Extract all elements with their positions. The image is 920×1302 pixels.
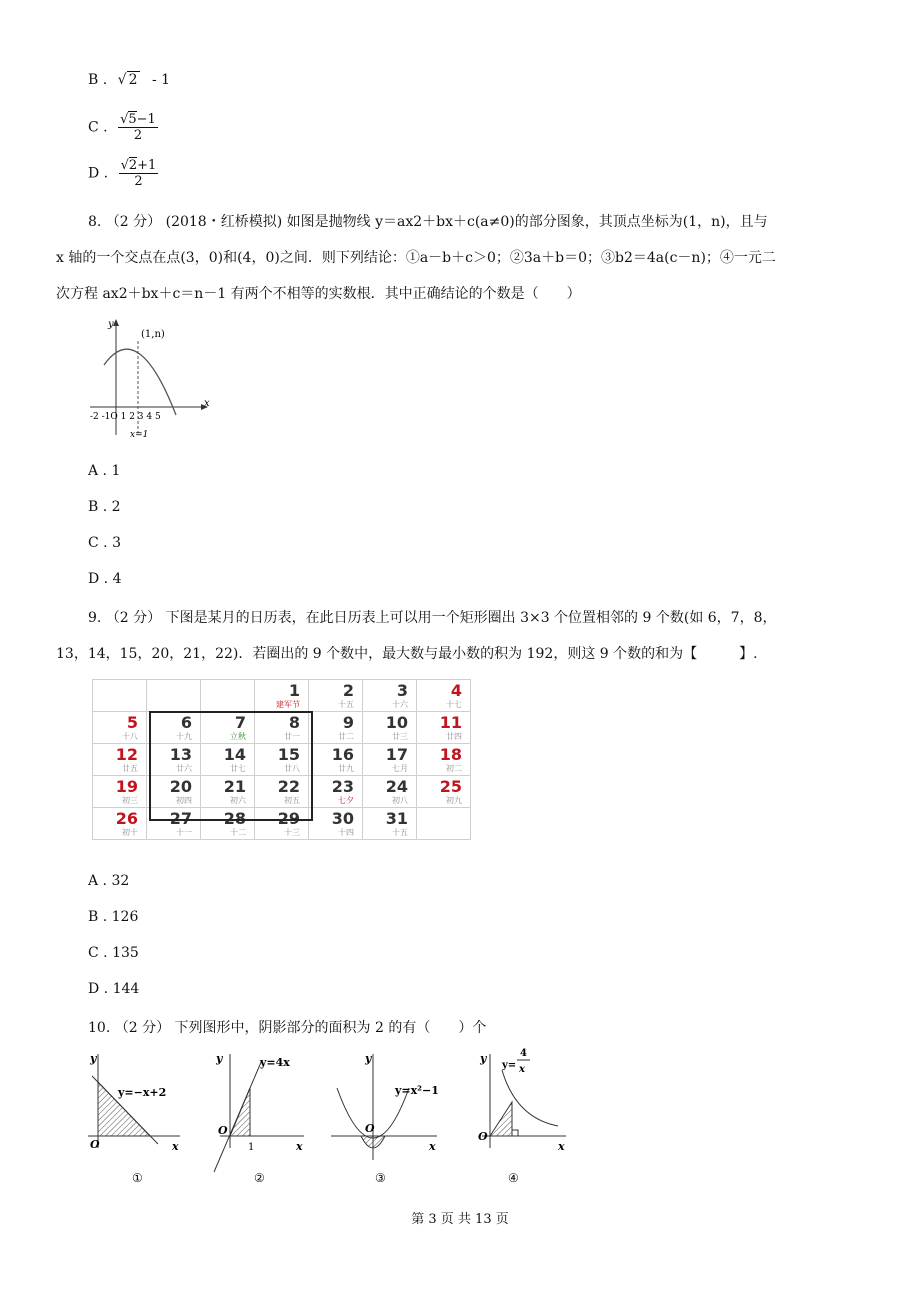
calendar-lunar: 十一 (176, 828, 192, 837)
svg-text:y=−x+2: y=−x+2 (118, 1086, 167, 1099)
calendar-lunar: 初三 (122, 796, 138, 805)
calendar-day: 5 (126, 713, 138, 732)
calendar-lunar: 十二 (230, 828, 246, 837)
figure-3 (325, 1048, 445, 1188)
calendar-lunar: 十三 (284, 828, 300, 837)
q8-option-b[interactable]: B . 2 (88, 499, 121, 515)
q8-line-3: 次方程 ax2＋bx＋c＝n－1 有两个不相等的实数根．其中正确结论的个数是（ ） (56, 286, 581, 302)
calendar-lunar: 建军节 (276, 700, 300, 709)
calendar-day: 22 (277, 777, 300, 796)
calendar-lunar: 初八 (392, 796, 408, 805)
calendar-day: 16 (331, 745, 354, 764)
calendar-day: 1 (288, 681, 300, 700)
svg-text:x: x (558, 1140, 565, 1153)
calendar-day: 18 (439, 745, 462, 764)
tick-labels: -2 -1O 1 2 3 4 5 (90, 412, 161, 422)
svg-text:O: O (365, 1122, 375, 1135)
figure-label: ④ (508, 1171, 519, 1185)
shaded-region (490, 1102, 512, 1136)
calendar-day: 13 (169, 745, 192, 764)
figure-label: ① (132, 1171, 143, 1185)
calendar-day: 23 (331, 777, 354, 796)
calendar-day: 25 (439, 777, 462, 796)
svg-text:O: O (218, 1124, 228, 1137)
calendar-cell (309, 744, 363, 776)
q10-line-1: 10. （2 分） 下列图形中，阴影部分的面积为 2 的有（ ）个 (88, 1020, 487, 1036)
calendar-day: 10 (385, 713, 408, 732)
calendar-day: 9 (342, 713, 354, 732)
calendar-lunar: 十四 (338, 828, 354, 837)
calendar-day: 20 (169, 777, 192, 796)
calendar-lunar: 廿六 (176, 764, 192, 773)
svg-text:y=: y= (502, 1060, 517, 1071)
svg-text:x: x (172, 1140, 179, 1153)
figure-label: ② (254, 1171, 265, 1185)
calendar-cell (417, 808, 471, 840)
calendar-day: 7 (234, 713, 246, 732)
q9-line-2: 13，14，15，20，21，22)．若圈出的 9 个数中，最大数与最小数的积为 192，则这 9 个数的和为【 】. (56, 646, 758, 662)
calendar-lunar: 廿八 (284, 764, 300, 773)
calendar-lunar: 廿五 (122, 764, 138, 773)
calendar-lunar: 廿九 (338, 764, 354, 773)
calendar-day: 17 (385, 745, 408, 764)
svg-text:y: y (216, 1052, 223, 1065)
calendar-lunar: 十五 (392, 828, 408, 837)
svg-text:y: y (90, 1052, 97, 1065)
calendar-day: 28 (223, 809, 246, 828)
calendar-lunar: 初四 (176, 796, 192, 805)
q8-line-2: x 轴的一个交点在点(3，0)和(4，0)之间．则下列结论：①a－b＋c＞0；②3a＋b＝0；③b2＝4a(c－n)；④一元二 (56, 250, 776, 266)
calendar-cell (363, 776, 417, 808)
svg-text:1: 1 (248, 1142, 255, 1153)
vertex-label: (1,n) (141, 329, 165, 340)
calendar-day: 8 (288, 713, 300, 732)
calendar-lunar: 廿四 (446, 732, 462, 741)
line-graph (214, 1060, 262, 1172)
figure-1 (80, 1048, 190, 1188)
calendar-cell (309, 808, 363, 840)
calendar-lunar: 立秋 (230, 732, 246, 741)
calendar-day: 6 (180, 713, 192, 732)
sqrt-expression: √ 2 (117, 72, 138, 88)
axis-line-label: x=1 (130, 430, 149, 440)
calendar-lunar: 初十 (122, 828, 138, 837)
page-footer: 第 3 页 共 13 页 (411, 1212, 509, 1227)
calendar-lunar: 十五 (338, 700, 354, 709)
calendar-day: 26 (115, 809, 138, 828)
calendar-day: 15 (277, 745, 300, 764)
figure-label: ③ (375, 1171, 386, 1185)
q8-option-a[interactable]: A . 1 (88, 463, 121, 479)
calendar-lunar: 十七 (446, 700, 462, 709)
calendar-cell (363, 744, 417, 776)
svg-text:x: x (429, 1140, 436, 1153)
right-angle-mark (512, 1130, 518, 1136)
q9-line-1: 9. （2 分） 下图是某月的日历表，在此日历表上可以用一个矩形圈出 3×3 个位置相邻的 9 个数(如 6，7，8， (88, 610, 777, 626)
calendar-cell (417, 680, 471, 712)
x-label: x (204, 398, 210, 409)
calendar-day: 24 (385, 777, 408, 796)
svg-text:4: 4 (520, 1048, 527, 1059)
calendar-cell (93, 744, 147, 776)
svg-text:y=4x: y=4x (260, 1056, 290, 1069)
y-label: y (108, 319, 114, 330)
q8-line-1: 8. （2 分） (2018・红桥模拟) 如图是抛物线 y＝ax2＋bx＋c(a≠0)的部分图象，其顶点坐标为(1，n)，且与 (88, 214, 768, 230)
calendar-lunar: 初六 (230, 796, 246, 805)
q9-option-d[interactable]: D . 144 (88, 981, 140, 997)
option-letter: B . (88, 72, 108, 88)
fraction: $\frac{√2+1}{2}$ (120, 158, 157, 189)
calendar-row (93, 680, 471, 712)
calendar-cell (201, 680, 255, 712)
calendar-cell (363, 712, 417, 744)
option-c[interactable] (88, 112, 158, 143)
option-letter: C . (88, 119, 108, 136)
svg-text:y=x²−1: y=x²−1 (395, 1084, 439, 1097)
svg-text:O: O (90, 1138, 100, 1151)
option-b[interactable]: B . √ 2 - 1 (88, 72, 171, 88)
calendar-cell (309, 776, 363, 808)
calendar-cell (309, 712, 363, 744)
calendar-lunar: 廿七 (230, 764, 246, 773)
calendar-cell (93, 808, 147, 840)
calendar-lunar: 初五 (284, 796, 300, 805)
q9-option-b[interactable]: B . 126 (88, 909, 139, 925)
calendar-cell (363, 808, 417, 840)
calendar-cell (93, 680, 147, 712)
calendar-day: 11 (439, 713, 462, 732)
calendar-day: 27 (169, 809, 192, 828)
calendar-day: 2 (342, 681, 354, 700)
calendar-lunar: 七夕 (338, 796, 354, 805)
calendar-cell (255, 680, 309, 712)
calendar-cell (93, 776, 147, 808)
figure-4 (462, 1040, 572, 1188)
option-letter: D . (88, 165, 109, 182)
calendar-cell (417, 744, 471, 776)
option-d[interactable] (88, 158, 158, 189)
calendar-cell (93, 712, 147, 744)
calendar-lunar: 初二 (446, 764, 462, 773)
calendar-lunar: 七月 (392, 764, 408, 773)
calendar-lunar: 廿二 (338, 732, 354, 741)
calendar-day: 3 (396, 681, 408, 700)
calendar-cell (417, 776, 471, 808)
svg-text:O: O (478, 1130, 488, 1143)
svg-text:y: y (480, 1052, 487, 1065)
calendar-lunar: 十六 (392, 700, 408, 709)
calendar-lunar: 十九 (176, 732, 192, 741)
svg-text:x: x (296, 1140, 303, 1153)
svg-text:y: y (365, 1052, 372, 1065)
calendar-day: 19 (115, 777, 138, 796)
calendar-day: 21 (223, 777, 246, 796)
calendar-cell (417, 712, 471, 744)
calendar-day: 4 (450, 681, 462, 700)
selection-rectangle (149, 711, 313, 821)
calendar-day: 29 (277, 809, 300, 828)
calendar-cell (147, 680, 201, 712)
calendar-day: 30 (331, 809, 354, 828)
q8-option-d[interactable]: D . 4 (88, 571, 122, 587)
parabola-curve (104, 349, 176, 415)
y-arrow-icon (113, 319, 119, 326)
q9-option-c[interactable]: C . 135 (88, 945, 139, 961)
q8-option-c[interactable]: C . 3 (88, 535, 121, 551)
calendar-cell (363, 680, 417, 712)
parabola-graph (86, 315, 216, 443)
calendar-lunar: 廿一 (284, 732, 300, 741)
calendar-lunar: 十八 (122, 732, 138, 741)
svg-text:x: x (519, 1064, 525, 1075)
calendar-day: 14 (223, 745, 246, 764)
calendar-cell (309, 680, 363, 712)
calendar-day: 31 (385, 809, 408, 828)
q9-option-a[interactable]: A . 32 (88, 873, 130, 889)
figure-2 (200, 1048, 310, 1188)
calendar-lunar: 初九 (446, 796, 462, 805)
fraction: $\frac{√5-1}{2}$ (120, 112, 156, 143)
calendar-lunar: 廿三 (392, 732, 408, 741)
calendar-day: 12 (115, 745, 138, 764)
